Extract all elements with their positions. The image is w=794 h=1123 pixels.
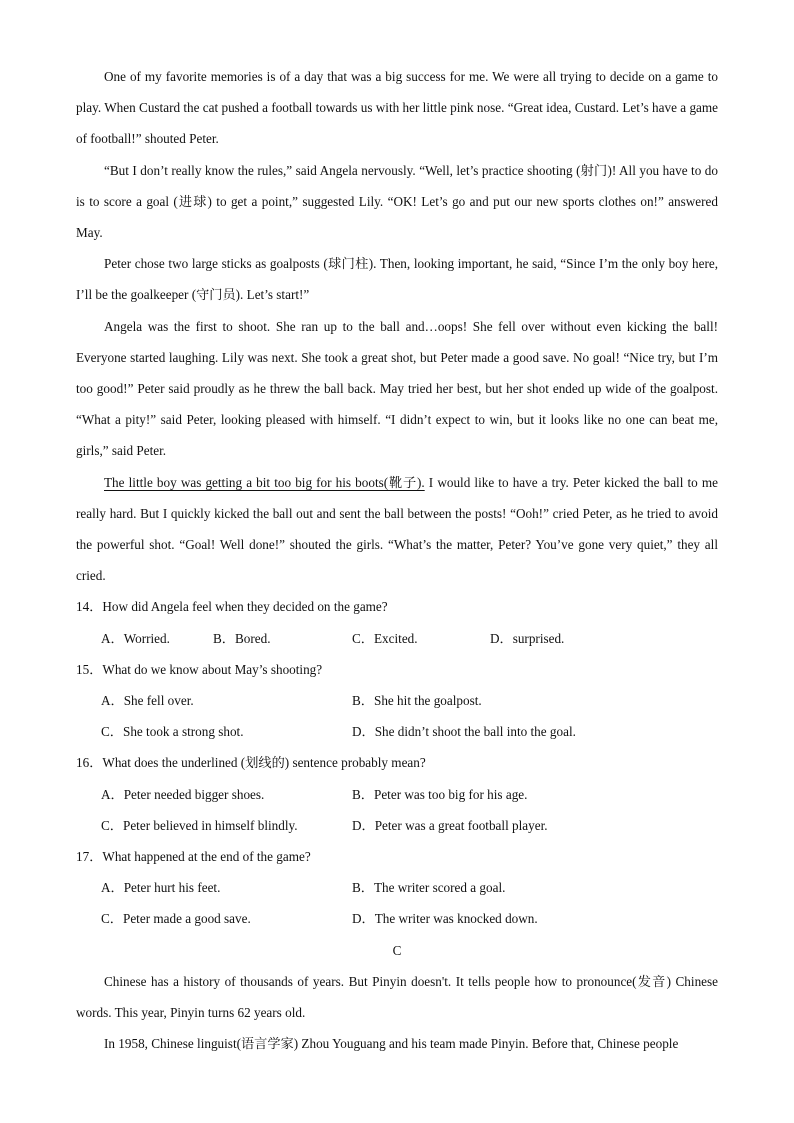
passage-paragraph: Chinese has a history of thousands of years. But Pinyin doesn't. It tells people how to pronounce(发音) Chinese words. This year, Pinyin turns 62 years old. xyxy=(76,973,718,1021)
passage-paragraph: “But I don’t really know the rules,” said Angela nervously. “Well, let’s practice shooting (射门)! All you have to do is to score a goal (进球) to get a point,” suggested Lily. “OK! Let’s go and put our new sports clothes on!” answered May. xyxy=(76,162,718,241)
section-heading: C xyxy=(392,942,402,958)
question-16 xyxy=(76,747,718,841)
option-c: C．Peter believed in himself blindly. xyxy=(101,817,298,833)
question-14 xyxy=(76,591,718,653)
passage-paragraph: Angela was the first to shoot. She ran up to the ball and…oops! She fell over without even kicking the ball! Everyone started laughing. Lily was next. She took a great shot, but Peter made a good save. No goal! “Nice try, but I’m too good!” Peter said proudly as he threw the ball back. May tried her best, but her shot ended up wide of the goalpost. “What a pity!” said Peter, looking pleased with himself. “I didn’t expect to win, but it looks like no one can beat me, girls,” said Peter. xyxy=(76,318,718,459)
passage-paragraph-last xyxy=(76,467,718,592)
question-stem: 15．What do we know about May’s shooting? xyxy=(76,661,323,677)
option-a: A．Worried. xyxy=(101,630,170,646)
options-grid xyxy=(101,872,718,934)
passage-paragraph: In 1958, Chinese linguist(语言学家) Zhou Youguang and his team made Pinyin. Before that, Chinese people xyxy=(104,1036,679,1052)
paragraph-rest: I would like to have a try. Peter kicked the ball to me really hard. But I quickly kicked the ball out and sent the ball between the posts! “Ooh!” cried Peter, as he tried to avoid the powerful shot. “Goal! Well done!” shouted the girls. “What’s the matter, Peter? You’ve gone very quiet,” they all cried. xyxy=(76,474,718,584)
question-stem: 14．How did Angela feel when they decided on the game? xyxy=(76,599,388,615)
option-a: A．Peter needed bigger shoes. xyxy=(101,786,265,802)
option-b: B．The writer scored a goal. xyxy=(352,880,506,896)
options-grid xyxy=(101,685,718,747)
option-d: D．surprised. xyxy=(490,630,565,646)
passage-paragraph: One of my favorite memories is of a day that was a big success for me. We were all trying to decide on a game to play. When Custard the cat pushed a football towards us with her little pink nose. “Great idea, Custard. Let’s have a game of football!” shouted Peter. xyxy=(76,69,718,147)
option-d: D．The writer was knocked down. xyxy=(352,911,538,927)
question-15 xyxy=(76,654,718,748)
document-page xyxy=(76,61,718,1060)
options-row xyxy=(101,623,718,654)
option-d: D．She didn’t shoot the ball into the goal. xyxy=(352,724,576,740)
option-b: B．She hit the goalpost. xyxy=(352,693,482,709)
question-stem: 16．What does the underlined (划线的) sentence probably mean? xyxy=(76,755,426,771)
option-c: C．Excited. xyxy=(352,630,418,646)
underlined-sentence: The little boy was getting a bit too big for his boots(靴子). xyxy=(104,474,425,490)
question-17 xyxy=(76,841,718,935)
passage-paragraph: Peter chose two large sticks as goalposts (球门柱). Then, looking important, he said, “Since I’m the only boy here, I’ll be the goalkeeper (守门员). Let’s start!” xyxy=(76,256,718,303)
option-d: D．Peter was a great football player. xyxy=(352,817,548,833)
option-c: C．Peter made a good save. xyxy=(101,911,251,927)
option-b: B．Peter was too big for his age. xyxy=(352,786,528,802)
option-b: B．Bored. xyxy=(213,630,271,646)
option-a: A．Peter hurt his feet. xyxy=(101,880,221,896)
question-stem: 17．What happened at the end of the game? xyxy=(76,849,311,865)
options-grid xyxy=(101,779,718,841)
option-a: A．She fell over. xyxy=(101,693,194,709)
option-c: C．She took a strong shot. xyxy=(101,724,244,740)
